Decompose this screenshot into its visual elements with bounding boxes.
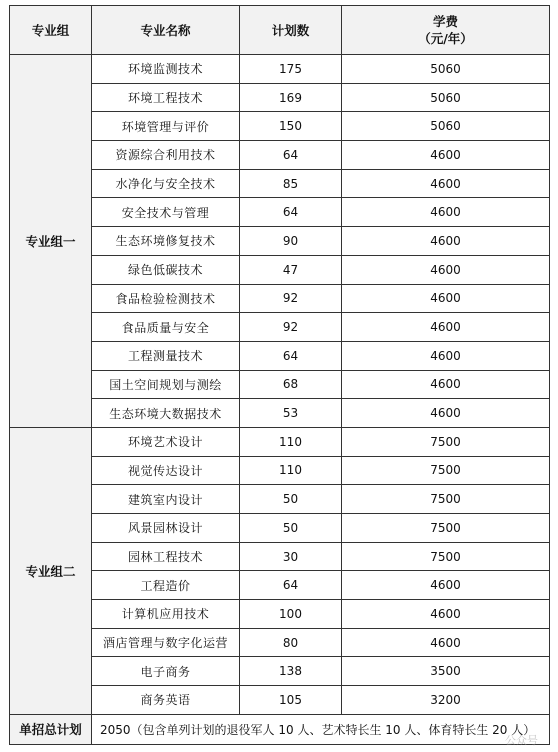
header-tuition-unit: （元/年） bbox=[418, 31, 473, 46]
plan-cell: 50 bbox=[240, 485, 342, 514]
plan-cell: 64 bbox=[240, 141, 342, 170]
tuition-cell: 5060 bbox=[342, 112, 550, 141]
group-label: 专业组二 bbox=[10, 427, 92, 714]
footer-total-text: 2050（包含单列计划的退役军人 10 人、艺术特长生 10 人、体育特长生 20 人） bbox=[92, 714, 550, 744]
header-major: 专业名称 bbox=[92, 6, 240, 55]
major-cell: 环境管理与评价 bbox=[92, 112, 240, 141]
table-row bbox=[10, 55, 550, 84]
group-label: 专业组一 bbox=[10, 55, 92, 428]
major-cell: 园林工程技术 bbox=[92, 542, 240, 571]
major-cell: 视觉传达设计 bbox=[92, 456, 240, 485]
major-cell: 计算机应用技术 bbox=[92, 600, 240, 629]
tuition-cell: 4600 bbox=[342, 313, 550, 342]
plan-cell: 47 bbox=[240, 255, 342, 284]
major-cell: 建筑室内设计 bbox=[92, 485, 240, 514]
tuition-cell: 5060 bbox=[342, 83, 550, 112]
tuition-cell: 3500 bbox=[342, 657, 550, 686]
tuition-cell: 4600 bbox=[342, 255, 550, 284]
plan-cell: 50 bbox=[240, 514, 342, 543]
tuition-cell: 4600 bbox=[342, 399, 550, 428]
major-cell: 资源综合利用技术 bbox=[92, 141, 240, 170]
major-cell: 工程测量技术 bbox=[92, 341, 240, 370]
header-plan: 计划数 bbox=[240, 6, 342, 55]
major-cell: 生态环境修复技术 bbox=[92, 227, 240, 256]
major-cell: 环境工程技术 bbox=[92, 83, 240, 112]
major-cell: 工程造价 bbox=[92, 571, 240, 600]
plan-cell: 110 bbox=[240, 427, 342, 456]
plan-cell: 150 bbox=[240, 112, 342, 141]
major-cell: 环境艺术设计 bbox=[92, 427, 240, 456]
plan-cell: 100 bbox=[240, 600, 342, 629]
tuition-cell: 4600 bbox=[342, 227, 550, 256]
major-cell: 商务英语 bbox=[92, 686, 240, 715]
plan-cell: 30 bbox=[240, 542, 342, 571]
major-cell: 生态环境大数据技术 bbox=[92, 399, 240, 428]
plan-cell: 175 bbox=[240, 55, 342, 84]
major-cell: 国土空间规划与测绘 bbox=[92, 370, 240, 399]
plan-cell: 64 bbox=[240, 198, 342, 227]
plan-cell: 53 bbox=[240, 399, 342, 428]
tuition-cell: 4600 bbox=[342, 284, 550, 313]
plan-cell: 90 bbox=[240, 227, 342, 256]
enrollment-plan-table bbox=[9, 5, 550, 745]
header-row bbox=[10, 6, 550, 55]
footer-label: 单招总计划 bbox=[10, 714, 92, 744]
tuition-cell: 4600 bbox=[342, 341, 550, 370]
major-cell: 安全技术与管理 bbox=[92, 198, 240, 227]
tuition-cell: 4600 bbox=[342, 571, 550, 600]
major-cell: 风景园林设计 bbox=[92, 514, 240, 543]
plan-cell: 169 bbox=[240, 83, 342, 112]
major-cell: 环境监测技术 bbox=[92, 55, 240, 84]
tuition-cell: 5060 bbox=[342, 55, 550, 84]
tuition-cell: 4600 bbox=[342, 169, 550, 198]
footer-row bbox=[10, 714, 550, 744]
plan-cell: 105 bbox=[240, 686, 342, 715]
header-tuition bbox=[342, 6, 550, 55]
tuition-cell: 7500 bbox=[342, 542, 550, 571]
tuition-cell: 4600 bbox=[342, 370, 550, 399]
major-cell: 水净化与安全技术 bbox=[92, 169, 240, 198]
tuition-cell: 3200 bbox=[342, 686, 550, 715]
major-cell: 电子商务 bbox=[92, 657, 240, 686]
tuition-cell: 4600 bbox=[342, 600, 550, 629]
plan-cell: 80 bbox=[240, 628, 342, 657]
plan-cell: 85 bbox=[240, 169, 342, 198]
plan-cell: 92 bbox=[240, 284, 342, 313]
tuition-cell: 7500 bbox=[342, 427, 550, 456]
plan-cell: 92 bbox=[240, 313, 342, 342]
major-cell: 绿色低碳技术 bbox=[92, 255, 240, 284]
tuition-cell: 4600 bbox=[342, 141, 550, 170]
tuition-cell: 7500 bbox=[342, 456, 550, 485]
plan-cell: 64 bbox=[240, 571, 342, 600]
header-tuition-title: 学费 bbox=[432, 14, 458, 29]
tuition-cell: 4600 bbox=[342, 198, 550, 227]
watermark: 公众号 bbox=[505, 734, 538, 747]
major-cell: 食品检验检测技术 bbox=[92, 284, 240, 313]
table-body bbox=[10, 55, 550, 715]
major-cell: 食品质量与安全 bbox=[92, 313, 240, 342]
major-cell: 酒店管理与数字化运营 bbox=[92, 628, 240, 657]
table-row bbox=[10, 427, 550, 456]
plan-cell: 110 bbox=[240, 456, 342, 485]
plan-cell: 138 bbox=[240, 657, 342, 686]
tuition-cell: 7500 bbox=[342, 485, 550, 514]
tuition-cell: 4600 bbox=[342, 628, 550, 657]
plan-cell: 68 bbox=[240, 370, 342, 399]
plan-cell: 64 bbox=[240, 341, 342, 370]
header-group: 专业组 bbox=[10, 6, 92, 55]
tuition-cell: 7500 bbox=[342, 514, 550, 543]
